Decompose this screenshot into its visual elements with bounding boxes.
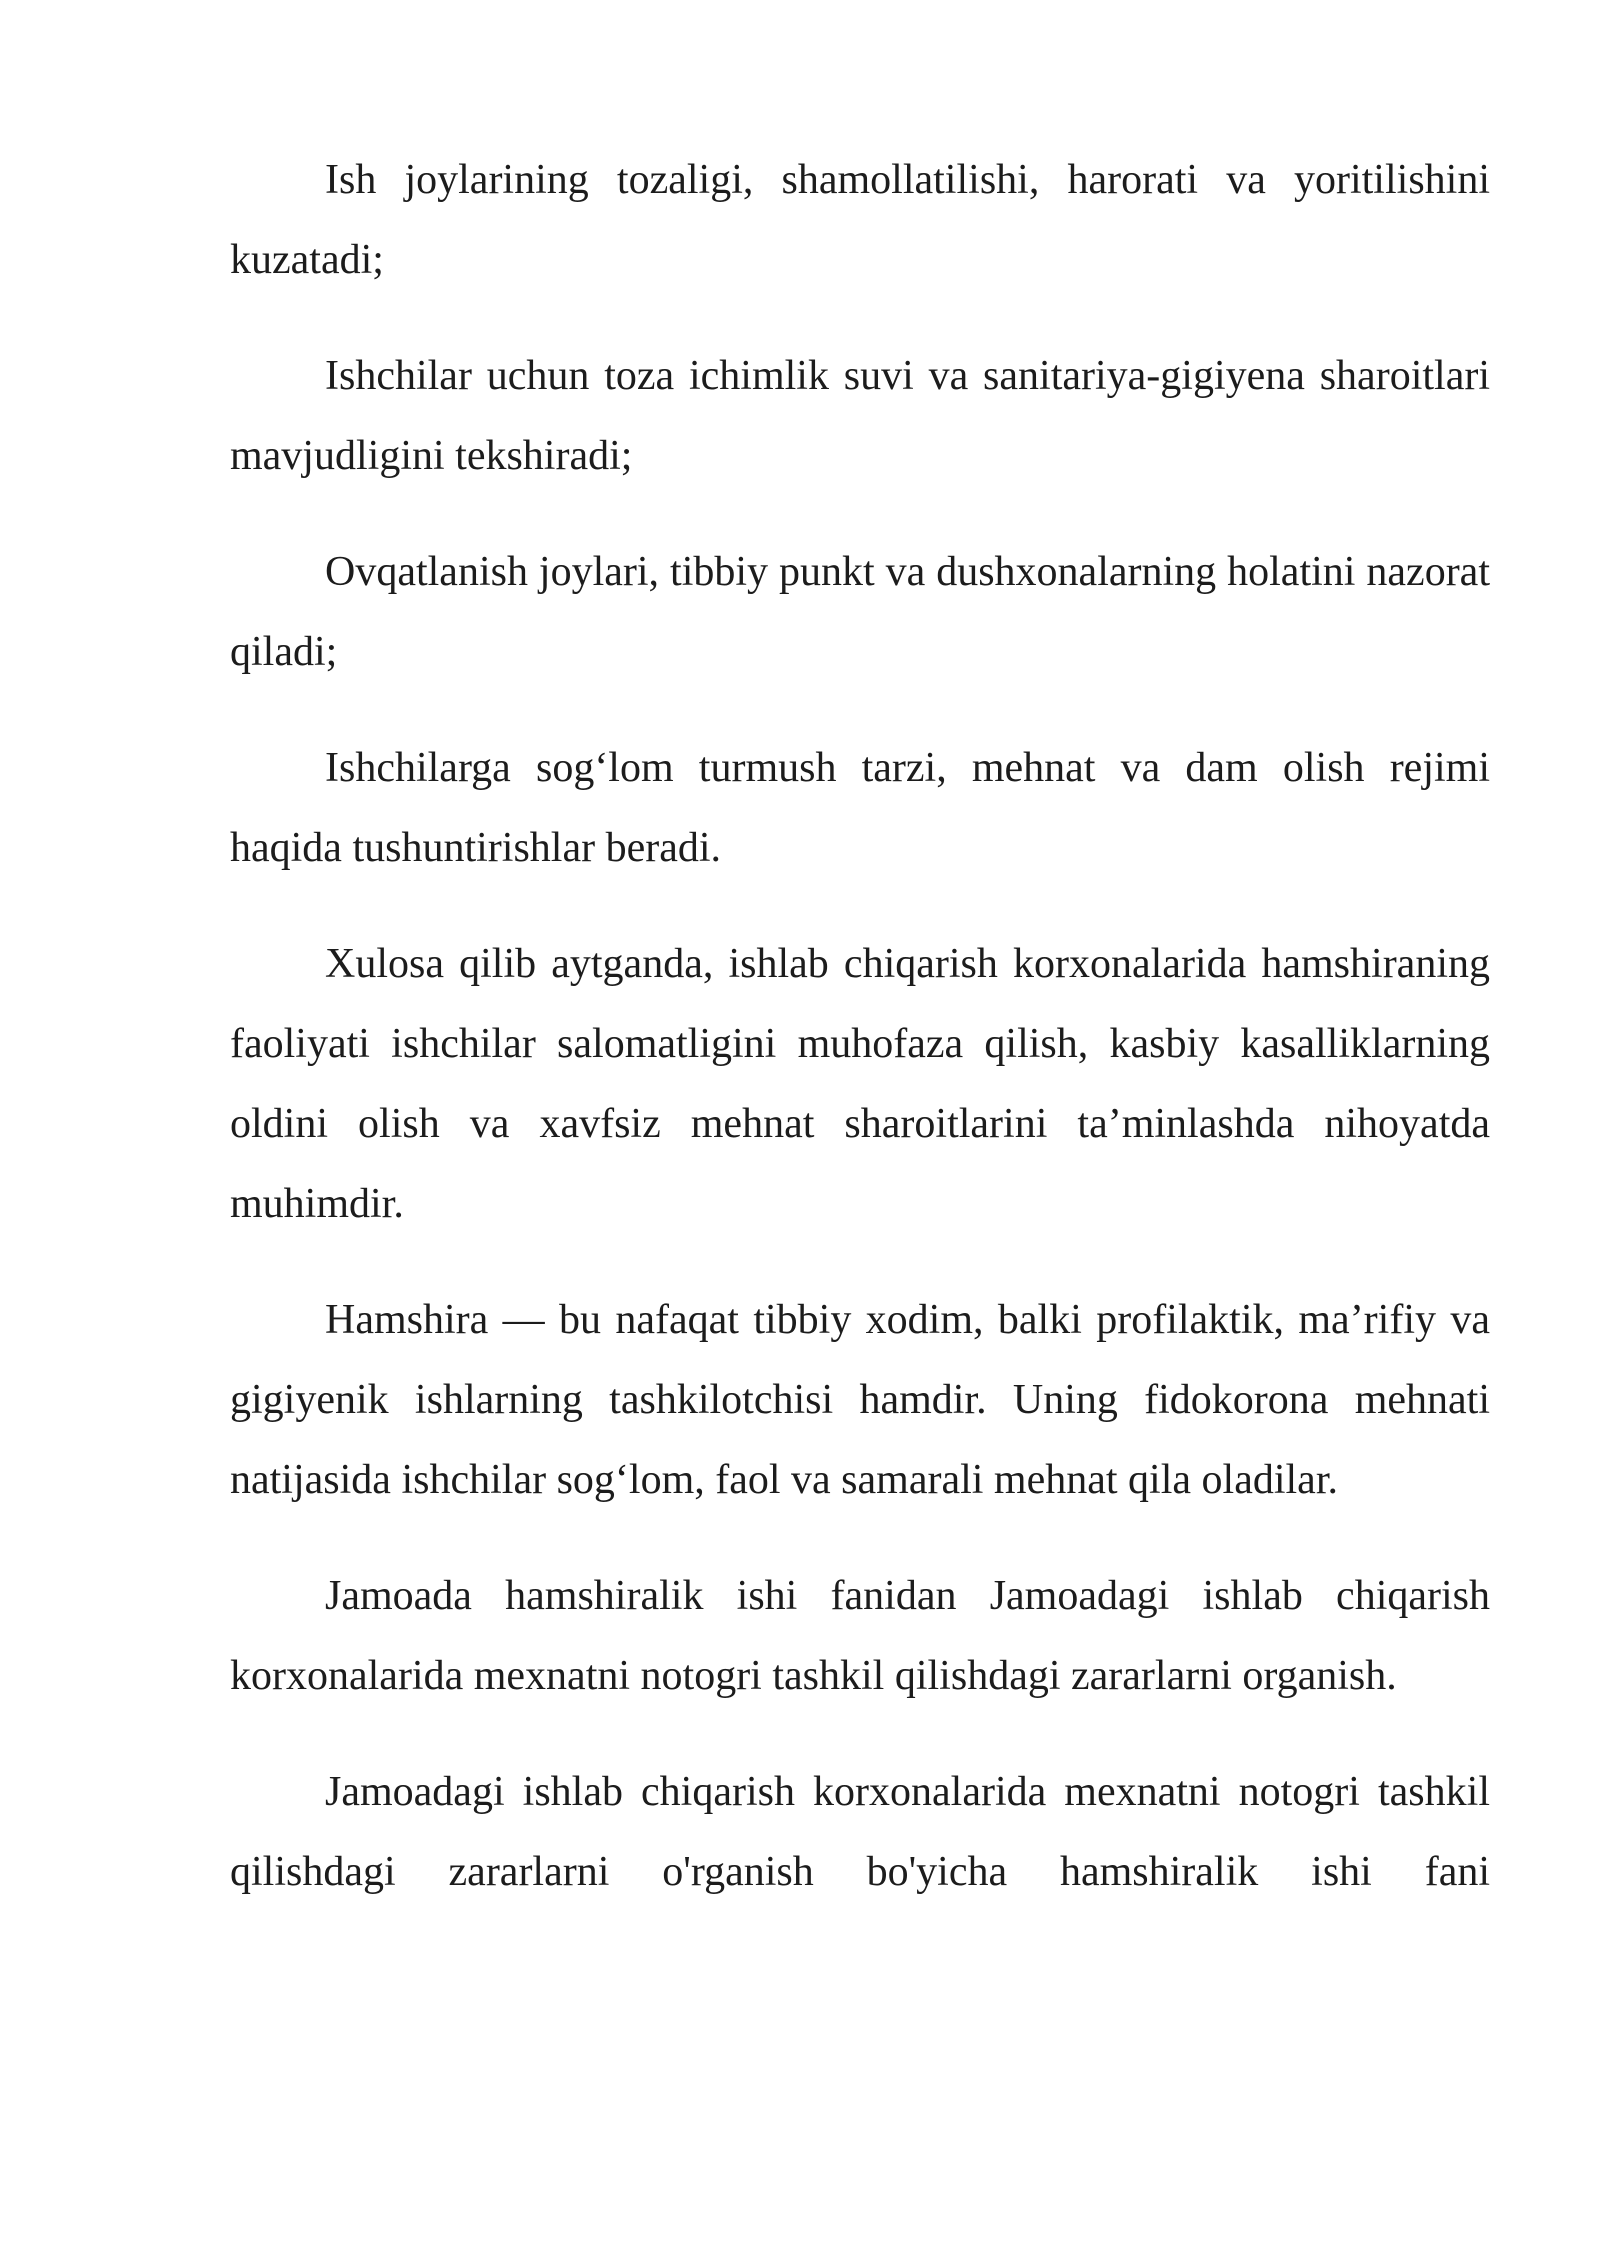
paragraph-conclusion: Xulosa qilib aytganda, ishlab chiqarish korxonalarida hamshiraning faoliyati ishchilar salomatligini muhofaza qilish, kasbiy kasalliklarning oldini olish va xavfsiz mehnat sharoitlarini ta’minlashda nihoyatda muhimdir.	[230, 941, 1490, 1227]
paragraph-nurse-role: Hamshira — bu nafaqat tibbiy xodim, balki profilaktik, ma’rifiy va gigiyenik ishlarning tashkilotchisi hamdir. Uning fidokorona mehnati natijasida ishchilar sog‘lom, faol va samarali mehnat qila oladilar.	[230, 1297, 1490, 1503]
paragraph-workplace-monitoring: Ish joylarining tozaligi, shamollatilishi, harorati va yoritilishini kuzatadi;	[230, 157, 1490, 283]
paragraph-healthy-lifestyle: Ishchilarga sog‘lom turmush tarzi, mehnat va dam olish rejimi haqida tushuntirishlar beradi.	[230, 745, 1490, 871]
paragraph-continuation: Jamoadagi ishlab chiqarish korxonalarida mexnatni notogri tashkil qilishdagi zararlarni o'rganish bo'yicha hamshiralik ishi fani	[230, 1769, 1490, 1895]
paragraph-topic-statement: Jamoada hamshiralik ishi fanidan Jamoadagi ishlab chiqarish korxonalarida mexnatni notogri tashkil qilishdagi zararlarni organish.	[230, 1573, 1490, 1699]
document-page	[230, 140, 1490, 1912]
paragraph-drinking-water-sanitation: Ishchilar uchun toza ichimlik suvi va sanitariya-gigiyena sharoitlari mavjudligini tekshiradi;	[230, 353, 1490, 479]
paragraph-canteen-medical-point: Ovqatlanish joylari, tibbiy punkt va dushxonalarning holatini nazorat qiladi;	[230, 549, 1490, 675]
